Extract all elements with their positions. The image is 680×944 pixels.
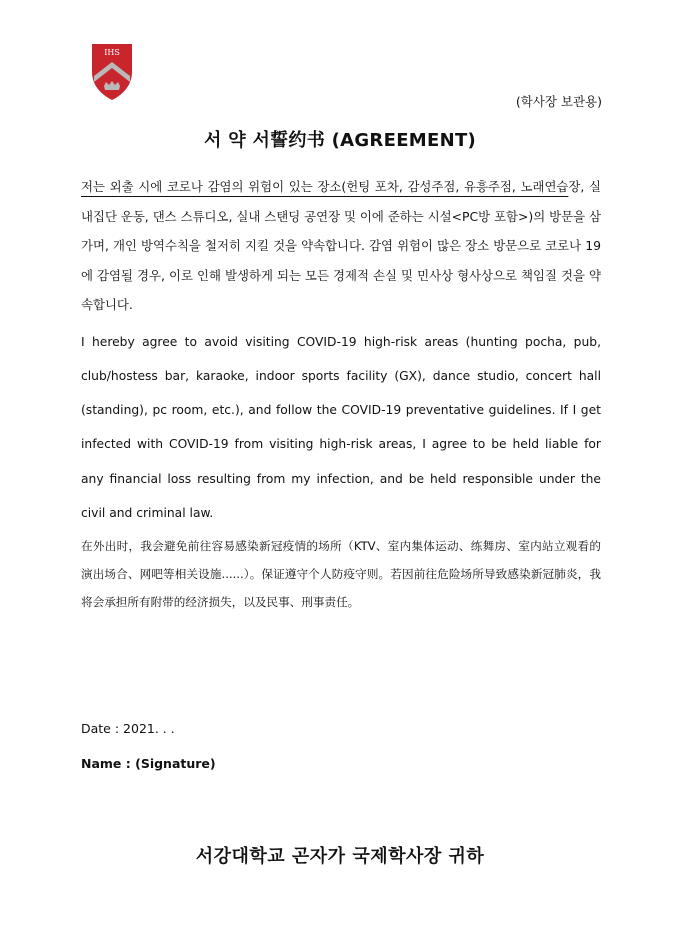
agreement-body <box>81 172 601 616</box>
korean-underlined-text: 저는 외출 시에 코로나 감염의 위험이 있는 장소(헌팅 포차, 감성주점, 유흥주점, 노래연습 <box>81 179 569 194</box>
chinese-paragraph: 在外出时，我会避免前往容易感染新冠疫情的场所（KTV、室内集体运动、练舞房、室内站立观看的演出场合、网吧等相关设施......）。保证遵守个人防疫守则。若因前往危险场所导致感染新冠肺炎，我将会承担所有附带的经济损失，以及民事、刑事责任。 <box>81 539 601 610</box>
korean-text: 장, 실내집단 운동, 댄스 스튜디오, 실내 스탠딩 공연장 및 이에 준하는 시설<PC방 포함>)의 방문을 삼가며, 개인 방역수칙을 철저히 지킬 것을 약속합니다. 감염 위험이 많은 장소 방문으로 코로나 19에 감염될 경우, 이로 인해 발생하게 되는 모든 경제적 손실 및 민사상 형사상으로 책임질 것을 약속합니다. <box>81 179 601 312</box>
ihs-crest-logo <box>90 42 134 102</box>
addressee: 서강대학교 곤자가 국제학사장 귀하 <box>195 846 485 867</box>
date-field: Date : 2021. . . <box>81 721 175 736</box>
document-title: 서 약 서誓约书 (AGREEMENT) <box>203 130 477 151</box>
korean-paragraph <box>81 172 601 320</box>
logo-text: IHS <box>104 48 120 57</box>
copy-note: (학사장 보관용) <box>515 94 602 109</box>
name-signature-field: Name : (Signature) <box>81 756 216 771</box>
english-paragraph: I hereby agree to avoid visiting COVID-19 high-risk areas (hunting pocha, pub, club/hostess bar, karaoke, indoor sports facility (GX), dance studio, concert hall (standing), pc room, etc.), and follow the COVID-19 preventative guidelines. If I get infected with COVID-19 from visiting high-risk areas, I agree to be held liable for any financial loss resulting from my infection, and be held responsible under the civil and criminal law. <box>81 334 601 520</box>
